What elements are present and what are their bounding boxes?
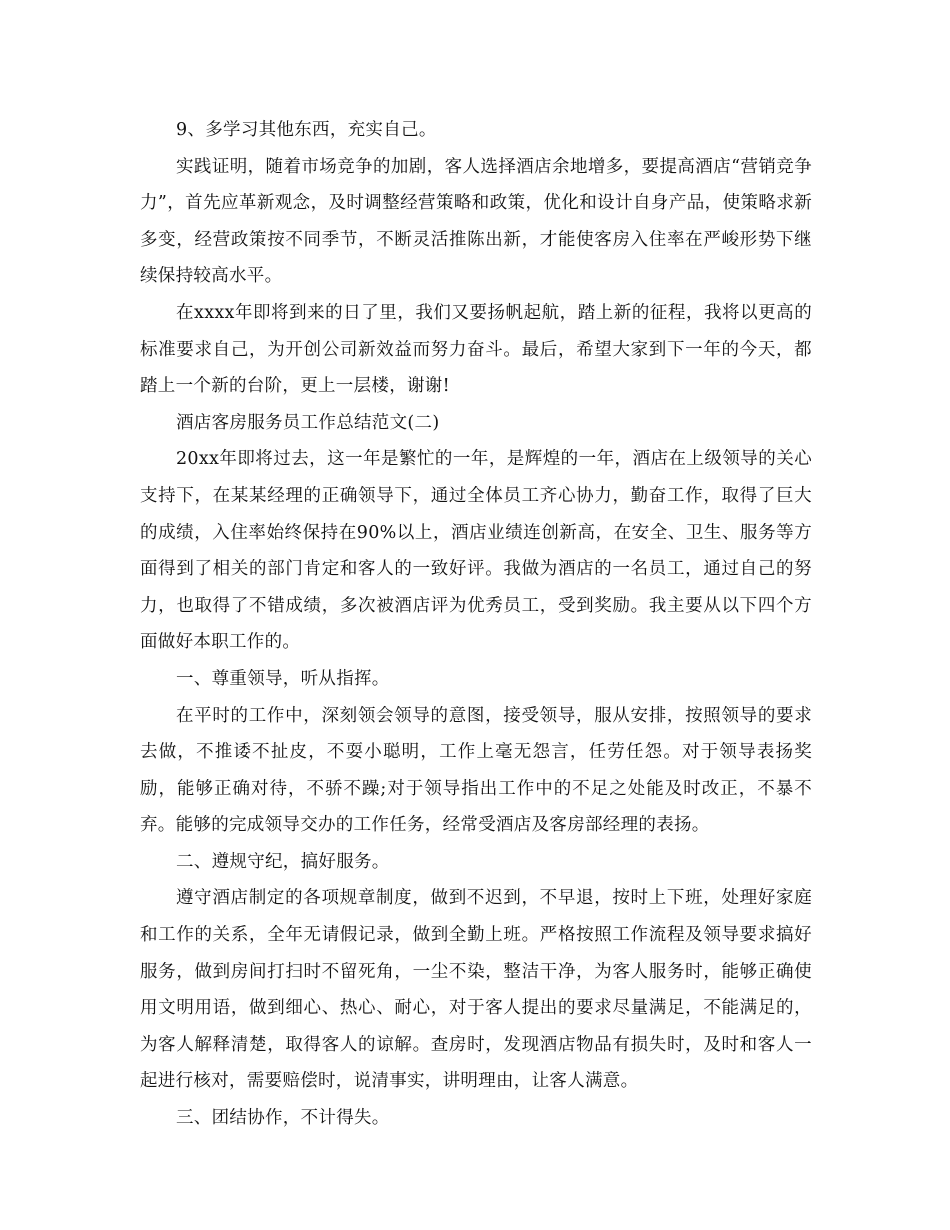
paragraph-marketing-competitiveness: 实践证明，随着市场竞争的加剧，客人选择酒店余地增多，要提高酒店“营销竞争力”，首先应革新观念，及时调整经营策略和政策，优化和设计自身产品，使策略求新多变，经营政策按不同季节，不断灵活推陈出新，才能使客房入住率在严峻形势下继续保持较高水平。 — [140, 156, 812, 287]
heading-respect-leadership: 一、尊重领导，听从指挥。 — [176, 668, 390, 689]
document-body — [140, 112, 812, 1137]
paragraph-year-summary: 20xx年即将过去，这一年是繁忙的一年，是辉煌的一年，酒店在上级领导的关心支持下，在某某经理的正确领导下，通过全体员工齐心协力，勤奋工作，取得了巨大的成绩，入住率始终保持在90%以上，酒店业绩连创新高，在安全、卫生、服务等方面得到了相关的部门肯定和客人的一致好评。我做为酒店的一名员工，通过自己的努力，也取得了不错成绩，多次被酒店评为优秀员工，受到奖励。我主要从以下四个方面做好本职工作的。 — [140, 449, 812, 653]
paragraph-item-9: 9、多学习其他东西，充实自己。 — [176, 120, 437, 140]
heading-teamwork: 三、团结协作，不计得失。 — [176, 1108, 390, 1129]
heading-follow-rules: 二、遵规守纪，搞好服务。 — [176, 851, 390, 872]
paragraph-follow-rules: 遵守酒店制定的各项规章制度，做到不迟到，不早退，按时上下班，处理好家庭和工作的关系，全年无请假记录，做到全勤上班。严格按照工作流程及领导要求搞好服务，做到房间打扫时不留死角，一尘不染，整洁干净，为客人服务时，能够正确使用文明用语，做到细心、热心、耐心，对于客人提出的要求尽量满足，不能满足的，为客人解释清楚，取得客人的谅解。查房时，发现酒店物品有损失时，及时和客人一起进行核对，需要赔偿时，说清事实，讲明理由，让客人满意。 — [140, 888, 812, 1092]
section-title: 酒店客房服务员工作总结范文(二) — [176, 412, 440, 433]
paragraph-new-year-closing: 在xxxx年即将到来的日了里，我们又要扬帆起航，踏上新的征程，我将以更高的标准要求自己，为开创公司新效益而努力奋斗。最后，希望大家到下一年的今天，都踏上一个新的台阶，更上一层楼，谢谢! — [140, 302, 812, 397]
paragraph-respect-leadership: 在平时的工作中，深刻领会领导的意图，接受领导，服从安排，按照领导的要求去做，不推诿不扯皮，不耍小聪明，工作上毫无怨言，任劳任怨。对于领导表扬奖励，能够正确对待，不骄不躁;对于领导指出工作中的不足之处能及时改正，不暴不弃。能够的完成领导交办的工作任务，经常受酒店及客房部经理的表扬。 — [140, 705, 812, 836]
